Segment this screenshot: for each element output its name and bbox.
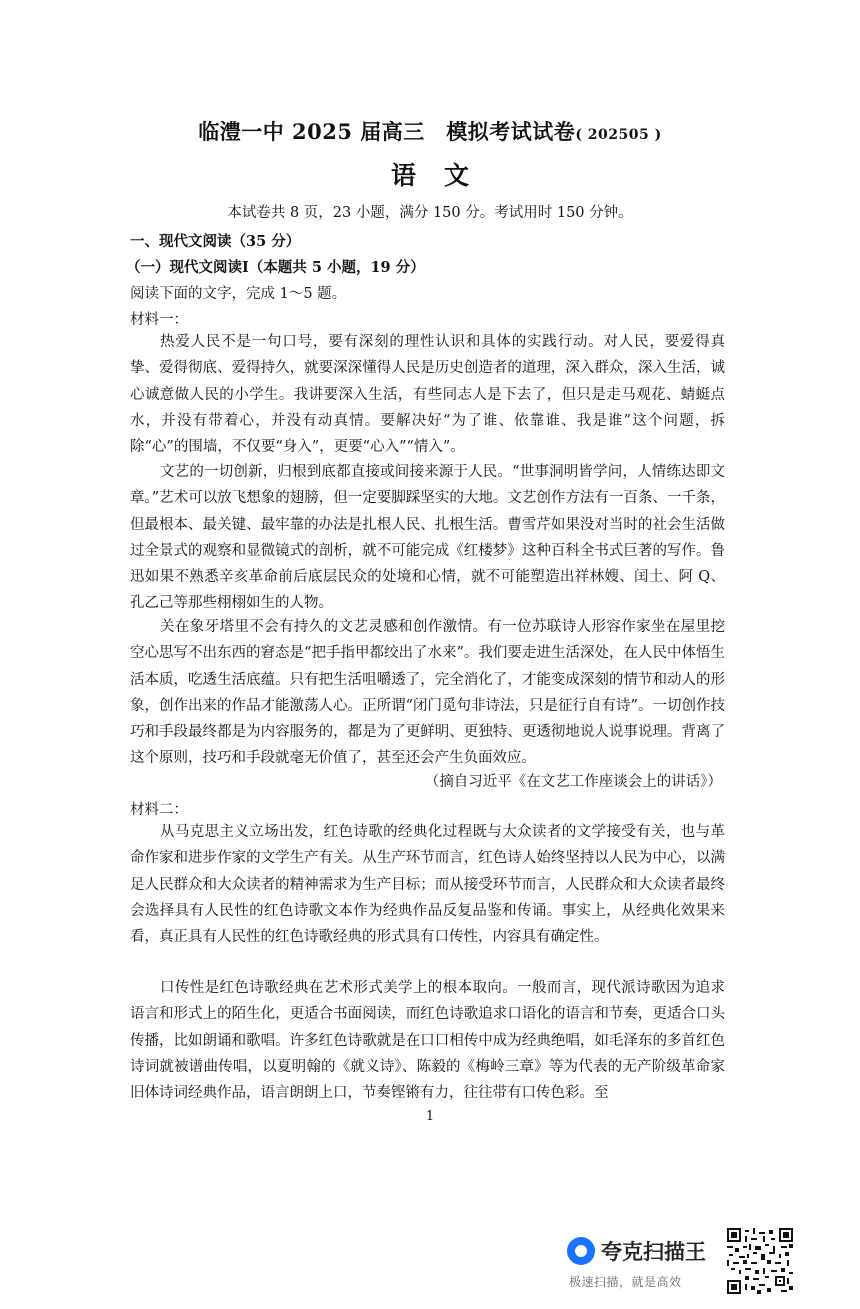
scanner-watermark bbox=[567, 1232, 727, 1292]
subject-title: 语文 bbox=[390, 161, 497, 190]
reading-instruction: 阅读下面的文字，完成 1～5 题。 bbox=[130, 286, 347, 302]
exam-intro: 本试卷共 8 页，23 小题，满分 150 分。考试用时 150 分钟。 bbox=[227, 205, 633, 221]
section-heading: 一、现代文阅读（35 分） bbox=[130, 233, 301, 250]
material2-paragraph-2: 口传性是红色诗歌经典在艺术形式美学上的根本取向。一般而言，现代派诗歌因为追求语言和形式上的陌生化，更适合书面阅读，而红色诗歌追求口语化的语言和节奏，更适合口头传播，比如朗诵和歌唱。许多红色诗歌就是在口口相传中成为经典绝唱，如毛泽东的多首红色诗词就被谱曲传唱，以夏明翰的《就义诗》、陈毅的《梅岭三章》等为代表的无产阶级革命家旧体诗词经典作品，语言朗朗上口，节奏铿锵有力，往往带有口传色彩。至 bbox=[130, 980, 725, 1102]
material2-label: 材料二： bbox=[130, 802, 188, 818]
page-number: 1 bbox=[425, 1109, 435, 1124]
exam-title-main: 临澧一中 2025 届高三 模拟考试试卷 bbox=[198, 119, 576, 144]
scanner-logo-icon bbox=[567, 1237, 595, 1265]
material1-paragraph-2: 文艺的一切创新，归根到底都直接或间接来源于人民。“世事洞明皆学问，人情练达即文章。”艺术可以放飞想象的翅膀，但一定要脚踩坚实的大地。文艺创作方法有一百条、一千条，但最根本、最关键、最牢靠的办法是扎根人民、扎根生活。曹雪芹如果没对当时的社会生活做过全景式的观察和显微镜式的剖析，就不可能完成《红楼梦》这种百科全书式巨著的写作。鲁迅如果不熟悉辛亥革命前后底层民众的处境和心情，就不可能塑造出祥林嫂、闰土、阿 Q、孔乙己等那些栩栩如生的人物。 bbox=[130, 464, 725, 612]
material2-paragraph-1: 从马克思主义立场出发，红色诗歌的经典化过程既与大众读者的文学接受有关，也与革命作家和进步作家的文学生产有关。从生产环节而言，红色诗人始终坚持以人民为中心，以满足人民群众和大众读者的精神需求为生产目标；而从接受环节而言，人民群众和大众读者最终会选择具有人民性的红色诗歌文本作为经典作品反复品鉴和传诵。事实上，从经典化效果来看，真正具有人民性的红色诗歌经典的形式具有口传性，内容具有确定性。 bbox=[130, 824, 725, 946]
exam-title bbox=[0, 116, 860, 146]
exam-title-code: ( 202505 ) bbox=[575, 127, 662, 143]
material1-label: 材料一： bbox=[130, 312, 188, 328]
material1-paragraph-1: 热爱人民不是一句口号，要有深刻的理性认识和具体的实践行动。对人民，要爱得真挚、爱得彻底、爱得持久，就要深深懂得人民是历史创造者的道理，深入群众，深入生活，诚心诚意做人民的小学生。我讲要深入生活，有些同志人是下去了，但只是走马观花、蜻蜓点水，并没有带着心，并没有动真情。要解决好“为了谁、依靠谁、我是谁”这个问题，拆除“心”的围墙，不仅要“身入”，更要“心入”“情入”。 bbox=[130, 334, 725, 456]
part-heading: （一）现代文阅读Ⅰ（本题共 5 小题，19 分） bbox=[126, 259, 425, 276]
material1-paragraph-3: 关在象牙塔里不会有持久的文艺灵感和创作激情。有一位苏联诗人形容作家坐在屋里挖空心思写不出东西的窘态是“把手指甲都绞出了水来”。我们要走进生活深处，在人民中体悟生活本质，吃透生活底蕴。只有把生活咀嚼透了，完全消化了，才能变成深刻的情节和动人的形象，创作出来的作品才能激荡人心。正所谓“闭门觅句非诗法，只是征行自有诗”。一切创作技巧和手段最终都是为内容服务的，都是为了更鲜明、更独特、更透彻地说人说事说理。背离了这个原则，技巧和手段就毫无价值了，甚至还会产生负面效应。 bbox=[130, 619, 725, 767]
scanner-brand-name: 夸克扫描王 bbox=[601, 1240, 706, 1264]
qr-code-icon bbox=[727, 1228, 793, 1294]
scanner-slogan: 极速扫描，就是高效 bbox=[569, 1275, 682, 1289]
material1-source: （摘自习近平《在文艺工作座谈会上的讲话》） bbox=[424, 774, 722, 790]
